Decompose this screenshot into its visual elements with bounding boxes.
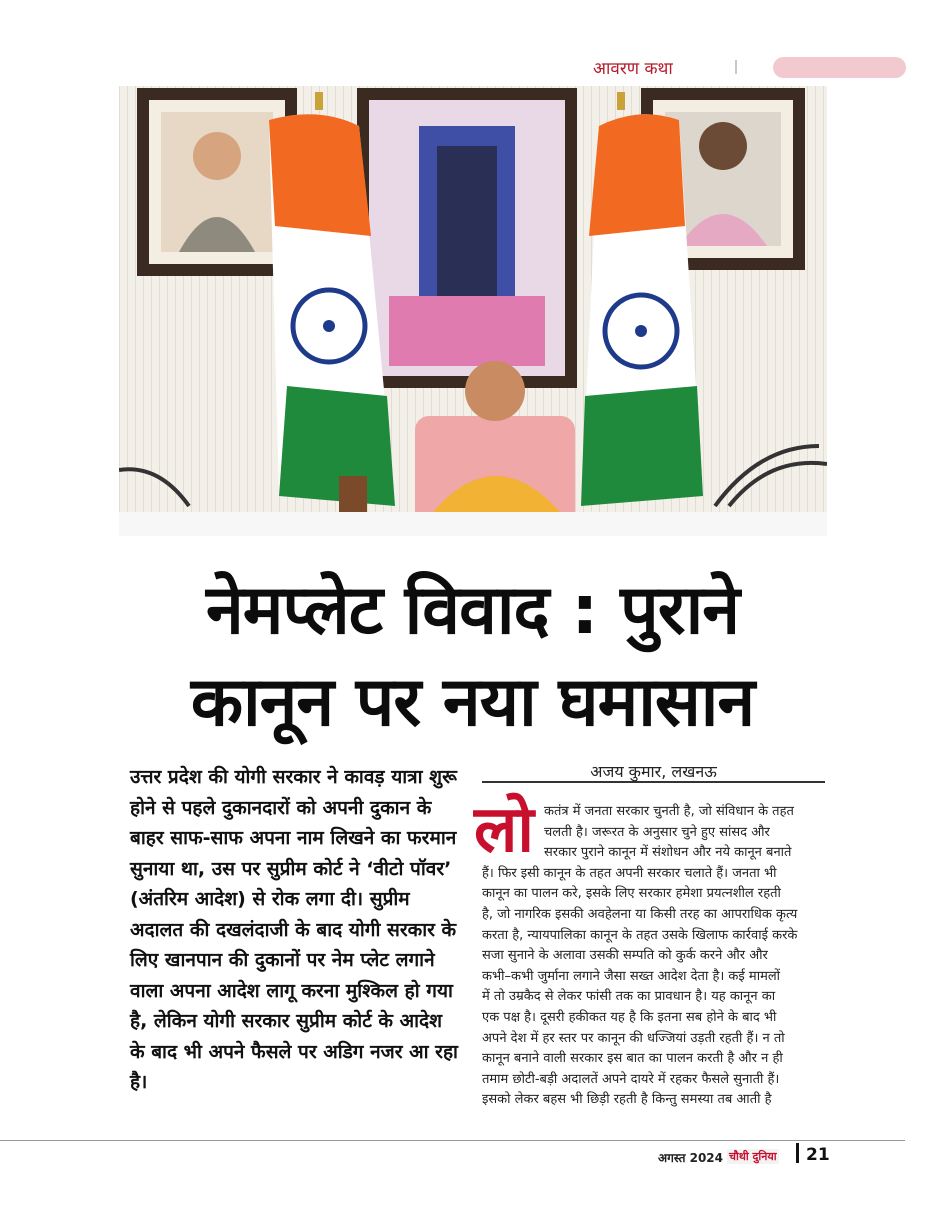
- article-line: है, जो नागरिक इसकी अवहेलना या किसी तरह का आपराधिक कृत्य: [482, 906, 798, 922]
- publication-logo: चौथी दुनिया: [729, 1150, 777, 1163]
- cover-photo: [119, 86, 827, 536]
- article-line: सरकार पुराने कानून में संशोधन और नये कानून बनाते: [544, 845, 792, 861]
- headline-line-1: नेमप्लेट विवाद : पुराने: [206, 571, 739, 650]
- article-line: में तो उम्रकैद से लेकर फांसी तक का प्रावधान है। यह कानून का: [482, 989, 776, 1005]
- page-number: 21: [806, 1145, 830, 1165]
- article-line: एक पक्ष है। दूसरी हकीकत यह है कि इतना सब होने के बाद भी: [482, 1009, 777, 1025]
- byline-rule: [482, 781, 825, 783]
- article-line: कभी–कभी जुर्माना लगाने जैसा सख्त आदेश देता है। कई मामलों: [482, 968, 781, 984]
- article-line: कानून बनाने वाली सरकार इस बात का पालन करती है और न ही: [482, 1051, 783, 1067]
- article-line: तमाम छोटी-बड़ी अदालतें अपने दायरे में रहकर फैसले सुनाती हैं।: [482, 1071, 780, 1087]
- article-line: हैं। फिर इसी कानून के तहत अपनी सरकार चलाते हैं। जनता भी: [482, 865, 777, 881]
- article-line: इसको लेकर बहस भी छिड़ी रहती है किन्तु समस्या तब आती है: [482, 1092, 772, 1108]
- section-label: आवरण कथा: [593, 59, 673, 79]
- intro-summary: उत्तर प्रदेश की योगी सरकार ने कावड़ यात्रा शुरू होने से पहले दुकानदारों को अपनी दुकान के बाहर साफ-साफ अपना नाम लिखने का फरमान सुनाया था, उस पर सुप्रीम कोर्ट ने ‘वीटो पॉवर’ (अंतरिम आदेश) से रोक लगा दी। सुप्रीम अदालत की दखलंदाजी के बाद योगी सरकार के लिए खानपान की दुकानों पर नेम प्लेट लगाने वाला अपना आदेश लागू करना मुश्किल हो गया है, लेकिन योगी सरकार सुप्रीम कोर्ट के आदेश के बाद भी अपने फैसले पर अडिग नजर आ रहा है।: [130, 766, 458, 1093]
- article-line: चलती है। जरूरत के अनुसार चुने हुए सांसद और: [544, 824, 770, 840]
- article-line: कानून का पालन करे, इसके लिए सरकार हमेशा प्रयत्नशील रहती: [482, 886, 781, 902]
- drop-cap: लो: [474, 793, 534, 867]
- footer-divider: [796, 1143, 799, 1163]
- header-decoration: [773, 57, 906, 78]
- article-line: करता है, न्यायपालिका कानून के तहत उसके खिलाफ कार्रवाई करके: [482, 927, 798, 943]
- photo-cm-meeting-icon: [119, 86, 827, 536]
- footer-date: अगस्त 2024: [658, 1151, 724, 1165]
- footer-rule: [0, 1140, 905, 1141]
- header-divider: [735, 60, 737, 74]
- article-line: सजा सुनाने के अलावा उसकी सम्पति को कुर्क करने और और: [482, 948, 768, 964]
- headline-line-2: कानून पर नया घमासान: [190, 663, 755, 742]
- article-body: [482, 802, 825, 1111]
- article-line: कतंत्र में जनता सरकार चुनती है, जो संविधान के तहत: [544, 804, 794, 819]
- byline: अजय कुमार, लखनऊ: [590, 762, 717, 781]
- article-line: अपने देश में हर स्तर पर कानून की धज्जियां उड़ती रहती हैं। न तो: [482, 1030, 785, 1046]
